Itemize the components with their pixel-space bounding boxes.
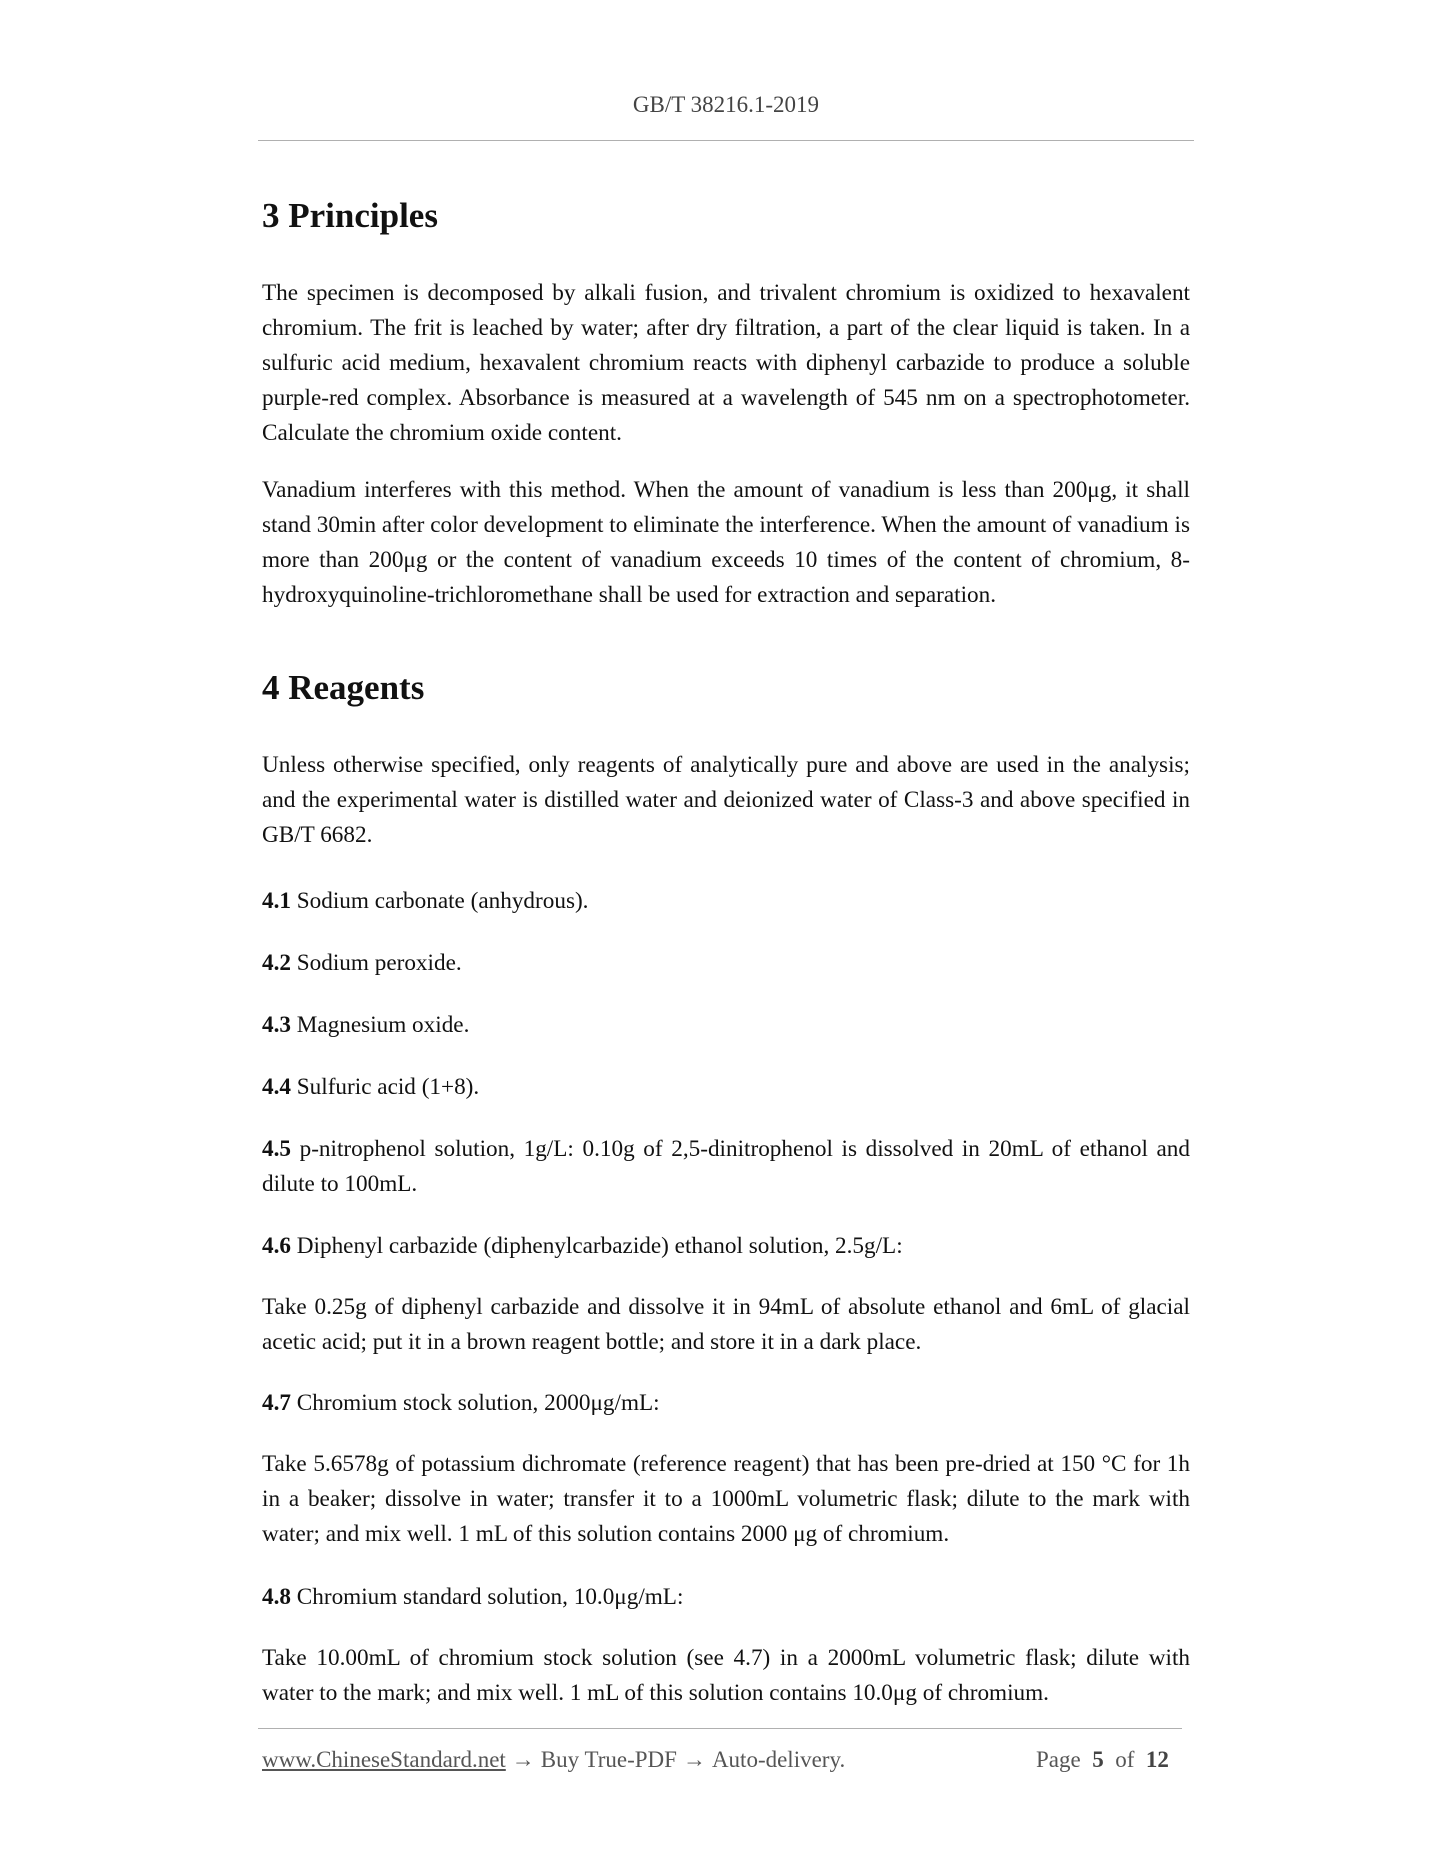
reagent-4-7-detail: Take 5.6578g of potassium dichromate (reference reagent) that has been pre-dried at 150 °C for 1h in a beaker; dissolve in water; transfer it to a 1000mL volumetric flask; dilute to the mark with water; and mix well. 1 mL of this solution contains 2000 μg of chromium.: [262, 1451, 1190, 1547]
reagent-number: 4.3: [262, 1012, 291, 1038]
arrow-right-icon: →: [511, 1747, 535, 1772]
reagent-number: 4.5: [262, 1136, 291, 1162]
header-divider: [258, 140, 1194, 141]
section-heading-reagents: 4 Reagents: [262, 668, 425, 707]
reagent-item: [262, 946, 1190, 981]
website-link[interactable]: www.ChineseStandard.net: [262, 1747, 506, 1772]
reagent-text: Magnesium oxide.: [290, 1012, 470, 1038]
reagent-text: Sodium peroxide.: [290, 950, 462, 976]
page-label: Page: [1036, 1747, 1081, 1772]
reagent-text: Sulfuric acid (1+8).: [290, 1074, 480, 1100]
page-indicator: [1036, 1747, 1169, 1773]
document-header: GB/T 38216.1-2019: [632, 92, 820, 117]
reagent-item: [262, 1386, 1190, 1421]
reagent-item: [262, 1132, 1190, 1202]
delivery-text: Auto-delivery.: [711, 1747, 846, 1772]
of-label: of: [1115, 1747, 1135, 1772]
reagent-item: [262, 1229, 1190, 1264]
page-total: 12: [1145, 1747, 1169, 1772]
reagent-item: [262, 884, 1190, 919]
reagent-item: [262, 1580, 1190, 1615]
principles-paragraph-2: Vanadium interferes with this method. When the amount of vanadium is less than 200μg, it shall stand 30min after color development to eliminate the interference. When the amount of vanadium is more than 200μg or the content of vanadium exceeds 10 times of the content of chromium, 8-hydroxyquinoline-trichloromethane shall be used for extraction and separation.: [262, 477, 1190, 608]
page-number: 5: [1092, 1747, 1104, 1772]
reagent-number: 4.1: [262, 888, 291, 914]
reagent-item: [262, 1008, 1190, 1043]
reagent-text: Diphenyl carbazide (diphenylcarbazide) ethanol solution, 2.5g/L:: [290, 1233, 903, 1259]
reagent-number: 4.7: [262, 1390, 291, 1416]
buy-text: Buy True-PDF: [540, 1747, 677, 1772]
reagent-item: [262, 1070, 1190, 1105]
reagent-text: Chromium stock solution, 2000μg/mL:: [290, 1390, 660, 1416]
arrow-right-icon: →: [682, 1747, 706, 1772]
reagent-number: 4.6: [262, 1233, 291, 1259]
reagent-4-8-detail: Take 10.00mL of chromium stock solution (see 4.7) in a 2000mL volumetric flask; dilute with water to the mark; and mix well. 1 mL of this solution contains 10.0μg of chromium.: [262, 1645, 1190, 1706]
reagent-number: 4.8: [262, 1584, 291, 1610]
footer-left: [262, 1747, 845, 1773]
section-heading-principles: 3 Principles: [262, 196, 438, 235]
reagent-text: Chromium standard solution, 10.0μg/mL:: [290, 1584, 684, 1610]
principles-paragraph-1: The specimen is decomposed by alkali fusion, and trivalent chromium is oxidized to hexavalent chromium. The frit is leached by water; after dry filtration, a part of the clear liquid is taken. In a sulfuric acid medium, hexavalent chromium reacts with diphenyl carbazide to produce a soluble purple-red complex. Absorbance is measured at a wavelength of 545 nm on a spectrophotometer. Calculate the chromium oxide content.: [262, 280, 1190, 446]
reagent-text: p-nitrophenol solution, 1g/L: 0.10g of 2,5-dinitrophenol is dissolved in 20mL of ethanol and dilute to 100mL.: [262, 1136, 1190, 1197]
reagent-4-6-detail: Take 0.25g of diphenyl carbazide and dissolve it in 94mL of absolute ethanol and 6mL of glacial acetic acid; put it in a brown reagent bottle; and store it in a dark place.: [262, 1294, 1190, 1355]
reagent-number: 4.2: [262, 950, 291, 976]
reagents-intro: Unless otherwise specified, only reagents of analytically pure and above are used in the analysis; and the experimental water is distilled water and deionized water of Class-3 and above specified in GB/T 6682.: [262, 752, 1190, 848]
reagent-number: 4.4: [262, 1074, 291, 1100]
footer-divider: [258, 1728, 1182, 1729]
reagent-text: Sodium carbonate (anhydrous).: [290, 888, 589, 914]
